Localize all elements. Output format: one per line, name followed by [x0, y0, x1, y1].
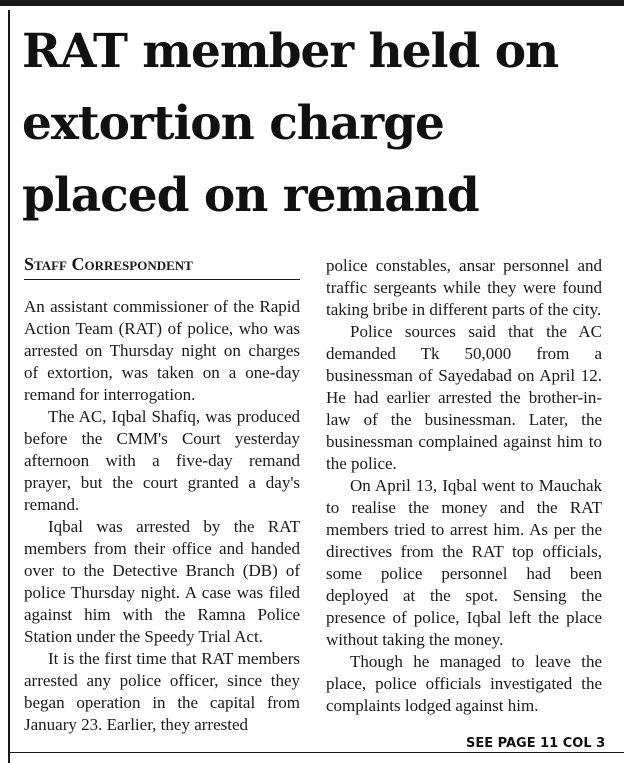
paragraph: Police sources said that the AC demanded Tk 50,000 from a businessman of Sayedabad on April 12. He had earlier arrested the brother-in-law of the businessman. Later, the businessman complained against him to the police. [326, 322, 602, 473]
paragraph: police constables, ansar personnel and traffic sergeants while they were found taking bribe in different parts of the city. [326, 256, 602, 319]
headline: RAT member held on extortion charge placed on remand [22, 24, 559, 223]
bottom-rule [8, 752, 624, 753]
paragraph: The AC, Iqbal Shafiq, was produced before the CMM's Court yesterday afternoon with a five-day remand prayer, but the court granted a day's remand. [24, 407, 300, 514]
paragraph: Though he managed to leave the place, police officials investigated the complaints lodged against him. [326, 652, 602, 715]
byline: Staff Correspondent [24, 254, 193, 274]
column-1 [24, 253, 300, 736]
paragraph: On April 13, Iqbal went to Mauchak to realise the money and the RAT members tried to arrest him. As per the directives from the RAT top officials, some police personnel had been deployed at the spot. Sensing the presence of police, Iqbal left the place without taking the money. [326, 476, 602, 649]
byline-rule [24, 279, 300, 280]
continuation-note[interactable]: SEE PAGE 11 COL 3 [466, 736, 606, 751]
column-2 [326, 255, 602, 717]
paragraph: Iqbal was arrested by the RAT members from their office and handed over to the Detective Branch (DB) of police Thursday night. A case was filed against him with the Ramna Police Station under the Speedy Trial Act. [24, 517, 300, 646]
paragraph: An assistant commissioner of the Rapid Action Team (RAT) of police, who was arrested on Thursday night on charges of extortion, was taken on a one-day remand for interrogation. [24, 297, 300, 404]
column-rule [8, 10, 10, 763]
paragraph: It is the first time that RAT members arrested any police officer, since they began operation in the capital from January 23. Earlier, they arrested [24, 649, 300, 734]
top-rule [0, 0, 624, 6]
